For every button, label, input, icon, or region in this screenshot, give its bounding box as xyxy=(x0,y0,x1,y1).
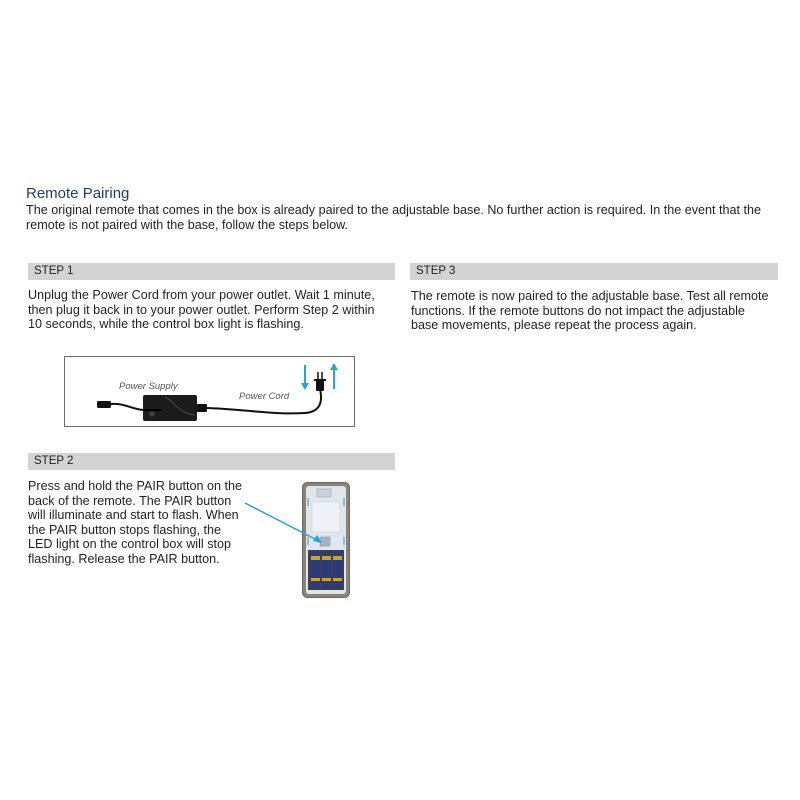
power-supply-label: Power Supply xyxy=(119,381,178,392)
step-3-text: The remote is now paired to the adjustable base. Test all remote functions. If the remote buttons do not impact the adjustable base movements, please repeat the process again. xyxy=(411,289,769,332)
dc-connector-icon xyxy=(97,401,111,408)
section-title: Remote Pairing xyxy=(26,185,130,202)
power-cord-label: Power Cord xyxy=(239,391,290,402)
intro-paragraph: The original remote that comes in the box is already paired to the adjustable base. No further action is required. In the event that the remote is not paired with the base, follow the steps below. xyxy=(26,203,762,232)
step-2-text: Press and hold the PAIR button on the back of the remote. The PAIR button will illuminate and start to flash. When the PAIR button stops flashing, the LED light on the control box will stop flashing. Release the PAIR button. xyxy=(28,479,243,566)
step-1-text: Unplug the Power Cord from your power outlet. Wait 1 minute, then plug it back in to your power outlet. Perform Step 2 within 10 seconds, while the control box light is flashing. xyxy=(28,288,375,331)
step-3-header: STEP 3 xyxy=(410,263,778,280)
step-1-header: STEP 1 xyxy=(28,263,395,280)
remote-back-illustration xyxy=(302,482,350,598)
pair-button-icon xyxy=(320,537,330,546)
power-supply-illustration xyxy=(65,357,356,428)
power-supply-diagram xyxy=(64,356,355,427)
dc-cable xyxy=(111,404,143,410)
step-2-header: STEP 2 xyxy=(28,453,395,470)
power-brick-icon xyxy=(143,395,197,421)
